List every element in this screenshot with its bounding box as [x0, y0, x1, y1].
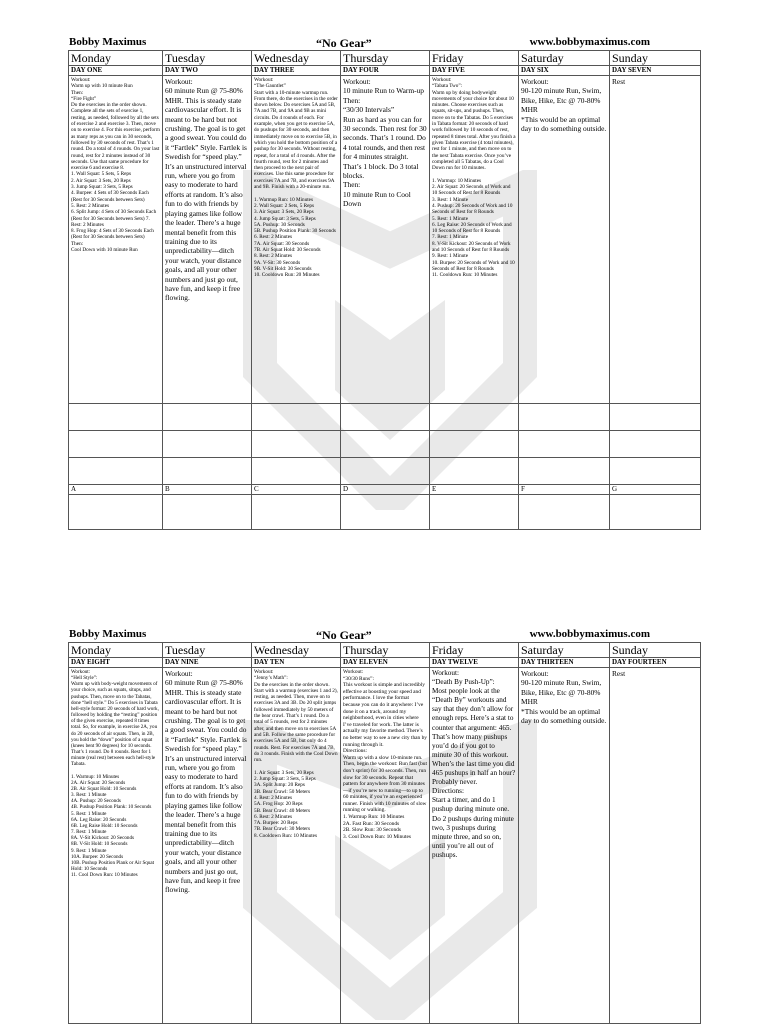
workout-cell-day-6: Workout: 90-120 minute Run, Swim, Bike, Hike, Etc @ 70-80% MHR *This would be an optimal day to do something outside.	[519, 76, 610, 404]
weekday-monday: Monday	[69, 643, 163, 658]
weekday-tuesday: Tuesday	[163, 51, 252, 66]
blank-row	[69, 431, 701, 458]
day-label: DAY NINE	[163, 658, 252, 668]
workout-cell-day-4: Workout: 10 minute Run to Warm-up Then: “30/30 Intervals” Run as hard as you can for 30 seconds. Then rest for 30 seconds. That’s 1 round. Do 4 total rounds, and then rest for 4 minutes straight. That’s 1 block. Do 3 total blocks. Then: 10 minute Run to Cool Down	[341, 76, 430, 404]
day-label: DAY TWELVE	[430, 658, 519, 668]
day-label-row	[69, 658, 701, 668]
day-label: DAY FOUR	[341, 66, 430, 76]
weekday-saturday: Saturday	[519, 51, 610, 66]
workout-cell-day-3: Workout: “The Gauntlet” Start with a 10-minute warmup run. From there, do the exercises in the order shown below. Do exercises 5A and 5B, 7A and 7B, and 9A and 9B as mini circuits. Do 4 rounds of each. For example, when you get to exercise 5A, do pushups for 30 seconds, and then immediately move on to exercise 5B, in which you hold the bottom position of a pushup for 30 seconds. Without resting, repeat, for a total of 4 rounds. After the fourth round, rest for 2 minutes and then proceed to the next pair of exercises. Use this same procedure for exercises 7A and 7B, and exercises 9A and 9B. Finish with a 20-minute run. 1. Warmup Run: 10 Minutes 2. Wall Squat: 2 Sets, 5 Reps 3. Air Squat: 3 Sets, 20 Reps 4. Jump Squat: 3 Sets, 5 Reps 5A. Pushup: 30 Seconds 5B. Pushup Position Plank: 30 Seconds 6. Rest: 2 Minutes 7A. Air Squat: 30 Seconds 7B. Air Squat Hold: 30 Seconds 8. Rest: 2 Minutes 9A. V-Sit: 30 Seconds 9B. V-Sit Hold: 30 Seconds 10. Cooldown Run: 20 Minutes	[252, 76, 341, 404]
day-label: DAY THREE	[252, 66, 341, 76]
day-label: DAY FOURTEEN	[610, 658, 701, 668]
weekday-tuesday: Tuesday	[163, 643, 252, 658]
sheet-header	[68, 628, 700, 642]
workout-cell-day-8: Workout: “Hell Style”: Warm up with body-weight movements of your choice, such as squats, situps, and pushups. Then, move on to the Tabatas, done “hell style.” Do 5 exercises in Tabata hell-style format: 20 seconds of hard work, followed by holding the “resting” position of the given exercise, repeated 8 times total. So, for example, in exercise 2A, you do 20 seconds of air squats. Then, in 2B, you hold the “down” position of a squat (knees bent 90 degrees) for 10 seconds. That’s 1 round. Do 8 rounds. Rest for 1 minute (real rest) between each hell-style Tabata. 1. Warmup: 10 Minutes 2A. Air Squat: 20 Seconds 2B. Air Squat Hold: 10 Seconds 3. Rest: 1 Minute 4A. Pushup: 20 Seconds 4B. Pushup Position Plank: 10 Seconds 5. Rest: 1 Minute 6A. Leg Raise: 20 Seconds 6B. Leg Raise Hold: 10 Seconds 7. Rest: 1 Minute 8A. V-Sit Kickout: 20 Seconds 8B. V-Sit Hold: 10 Seconds 9. Rest: 1 Minute 10A. Burpee: 20 Seconds 10B. Pushup Position Plank or Air Squat Hold: 10 Seconds 11. Cool Down Run: 10 Minutes	[69, 668, 163, 1024]
day-label: DAY FIVE	[430, 66, 519, 76]
column-letter: A	[69, 485, 163, 495]
sheet-header	[68, 36, 700, 50]
column-letter: B	[163, 485, 252, 495]
column-letter: D	[341, 485, 430, 495]
weekday-saturday: Saturday	[519, 643, 610, 658]
website-link[interactable]: www.bobbymaximus.com	[529, 36, 650, 48]
workout-cell-day-9: Workout: 60 minute Run @ 75-80% MHR. This is steady state cardiovascular effort. It is meant to be hard but not crushing. The goal is to get a good sweat. You could do it “Fartlek” Style. Fartlek is Swedish for “speed play.” It’s an unstructured interval run, where you go from easy to moderate to hard efforts at random. It’s also fun to do with friends by playing games like follow the leader. There’s a huge mental benefit from this training due to its unpredictability—ditch your watch, your distance goals, and all your other numbers and just go out, have fun, and keep it free flowing.	[163, 668, 252, 1024]
day-label: DAY THIRTEEN	[519, 658, 610, 668]
workout-cell-day-12: Workout: “Death By Push-Up”: Most people look at the “Death By” workouts and say that they don’t allow for enough reps. Here’s a stat to counter that argument: 465. That’s how many pushups you’d do if you got to minute 30 of this workout. When’s the last time you did 465 pushups in half an hour? Probably never. Directions: Start a timer, and do 1 pushup during minute one. Do 2 pushups during minute two, 3 pushups during minute three, and so on, until you’re all out of pushups.	[430, 668, 519, 1024]
weekday-header-row	[69, 643, 701, 658]
program-title: “No Gear”	[316, 628, 372, 642]
day-label: DAY ONE	[69, 66, 163, 76]
workout-row	[69, 668, 701, 1024]
day-label: DAY ELEVEN	[341, 658, 430, 668]
day-label: DAY SIX	[519, 66, 610, 76]
day-label: DAY SEVEN	[610, 66, 701, 76]
blank-row	[69, 458, 701, 485]
day-label: DAY TEN	[252, 658, 341, 668]
blank-row	[69, 404, 701, 431]
week-1-table	[68, 50, 701, 530]
workout-cell-day-10: Workout: “Jenny’s Math”: Do the exercises in the order shown. Start with a warmup (exercises 1 and 2), resting, as needed. Then, move on to exercises 3A and 3B. Do 20 split jumps followed immediately by 50 meters of the bear crawl. That’s 1 round. Do a total of 5 rounds, rest for 2 minutes after, and then move on to exercises 5A and 5B. Follow the same procedure for exercises 5A and 5B, but only do 4 rounds. Rest. For exercises 7A and 7B, do 3 rounds. Finish with the Cool Down run. 1. Air Squat: 3 Sets, 20 Reps 2. Jump Squat: 3 Sets, 5 Reps 3A. Split Jump: 20 Reps 3B. Bear Crawl: 50 Meters 4. Rest: 2 Minutes 5A. Frog Hop: 20 Reps 5B. Bear Crawl: 40 Meters 6. Rest: 2 Minutes 7A. Burpee: 20 Reps 7B. Bear Crawl: 30 Meters 8. Cooldown Run: 10 Minutes	[252, 668, 341, 1024]
workout-cell-day-1: Workout: Warm up with 10 minute Run Then: “Fire Fight” Do the exercises in the order shown. Complete all the sets of exercise 1, resting, as needed, followed by all the sets of exercise 2 and exercise 3. Then, move on to exercise 4. For this exercise, perform as many reps as you can in 30 seconds, followed by 30 seconds of rest. That’s 1 round. Do a total of 4 rounds. On your last round, rest for 2 minutes instead of 30 seconds. Use that same procedure for exercise 6 and exercise 8. 1. Wall Squat: 5 Sets, 5 Reps 2. Air Squat: 3 Sets, 20 Reps 3. Jump Squat: 3 Sets, 5 Reps 4. Burpee: 4 Sets of 30 Seconds Each (Rest for 30 Seconds between Sets) 5. Rest: 2 Minutes 6. Split Jump: 4 Sets of 30 Seconds Each (Rest for 30 Seconds between Sets) 7. Rest: 2 Minutes 8. Frog Hop: 4 Sets of 30 Seconds Each (Rest for 30 Seconds between Sets) Then: Cool Down with 10 minute Run	[69, 76, 163, 404]
schedule-sheet-week-2	[68, 628, 700, 1024]
author-name: Bobby Maximus	[69, 36, 147, 48]
workout-cell-day-11: Workout: “30/30 Runs”: This workout is simple and incredibly effective at boosting your speed and performance. I love the format because you can do it anywhere: I’ve done it on a track, around my neighborhood, even in cities where I’ve traveled for work. The latter is actually my favorite method. There’s no better way to see a new city than by running through it. Directions: Warm up with a slow 10-minute run. Then, begin the workout: Run fast (but don’t sprint) for 30 seconds. Then, run slow for 30 seconds. Repeat that pattern for anywhere from 30 minutes—if you’re new to running—to up to 60 minutes, if you’re an experienced runner. Finish with 10 minutes of slow running or walking. 1. Warmup Run: 10 Minutes 2A. Fast Run: 30 Seconds 2B. Slow Run: 30 Seconds 3. Cool Down Run: 10 Minutes	[341, 668, 430, 1024]
column-letter-row	[69, 485, 701, 495]
program-title: “No Gear”	[316, 36, 372, 50]
weekday-sunday: Sunday	[610, 643, 701, 658]
column-letter: G	[610, 485, 701, 495]
column-letter: E	[430, 485, 519, 495]
workout-cell-day-5: Workout: “Tabata Two”: Warm up by doing bodyweight movements of your choice for about 10 minutes. Choose exercises such as squats, sit-ups, and pushups. Then, move on to the Tabatas. Do 5 exercises in Tabata format: 20 seconds of hard work followed by 10 seconds of rest, repeated 8 times total. After you finish a given Tabata exercise (4 total minutes), rest for 1 minute, and then move on to the next Tabata exercise. Once you’ve completed all 5 Tabatas, do a Cool Down run for 10 minutes. 1. Warmup: 10 Minutes 2. Air Squat: 20 Seconds of Work and 10 Seconds of Rest for 8 Rounds 3. Rest: 1 Minute 4. Pushup: 20 Seconds of Work and 10 Seconds of Rest for 8 Rounds 5. Rest: 1 Minute 6. Leg Raise: 20 Seconds of Work and 10 Seconds of Rest for 8 Rounds 7. Rest: 1 Minute 8. V-Sit Kickout: 20 Seconds of Work and 10 Seconds of Rest for 8 Rounds 9. Rest: 1 Minute 10. Burpee: 20 Seconds of Work and 10 Seconds of Rest for 8 Rounds 11. Cooldown Run: 10 Minutes	[430, 76, 519, 404]
column-letter: C	[252, 485, 341, 495]
day-label-row	[69, 66, 701, 76]
weekday-thursday: Thursday	[341, 643, 430, 658]
weekday-thursday: Thursday	[341, 51, 430, 66]
schedule-sheet-week-1	[68, 36, 700, 530]
weekday-wednesday: Wednesday	[252, 51, 341, 66]
website-link[interactable]: www.bobbymaximus.com	[529, 628, 650, 640]
blank-row	[69, 495, 701, 530]
weekday-monday: Monday	[69, 51, 163, 66]
author-name: Bobby Maximus	[69, 628, 147, 640]
weekday-friday: Friday	[430, 51, 519, 66]
workout-cell-day-14: Rest	[610, 668, 701, 1024]
workout-row	[69, 76, 701, 404]
workout-cell-day-7: Rest	[610, 76, 701, 404]
workout-cell-day-2: Workout: 60 minute Run @ 75-80% MHR. This is steady state cardiovascular effort. It is meant to be hard but not crushing. The goal is to get a good sweat. You could do it “Fartlek” Style. Fartlek is Swedish for “speed play.” It’s an unstructured interval run, where you go from easy to moderate to hard efforts at random. It’s also fun to do with friends by playing games like follow the leader. There’s a huge mental benefit from this training due to its unpredictability—ditch your watch, your distance goals, and all your other numbers and just go out, have fun, and keep it free flowing.	[163, 76, 252, 404]
day-label: DAY TWO	[163, 66, 252, 76]
weekday-wednesday: Wednesday	[252, 643, 341, 658]
weekday-friday: Friday	[430, 643, 519, 658]
day-label: DAY EIGHT	[69, 658, 163, 668]
weekday-header-row	[69, 51, 701, 66]
column-letter: F	[519, 485, 610, 495]
week-2-table	[68, 642, 701, 1024]
weekday-sunday: Sunday	[610, 51, 701, 66]
workout-cell-day-13: Workout: 90-120 minute Run, Swim, Bike, Hike, Etc @ 70-80% MHR *This would be an optimal day to do something outside.	[519, 668, 610, 1024]
